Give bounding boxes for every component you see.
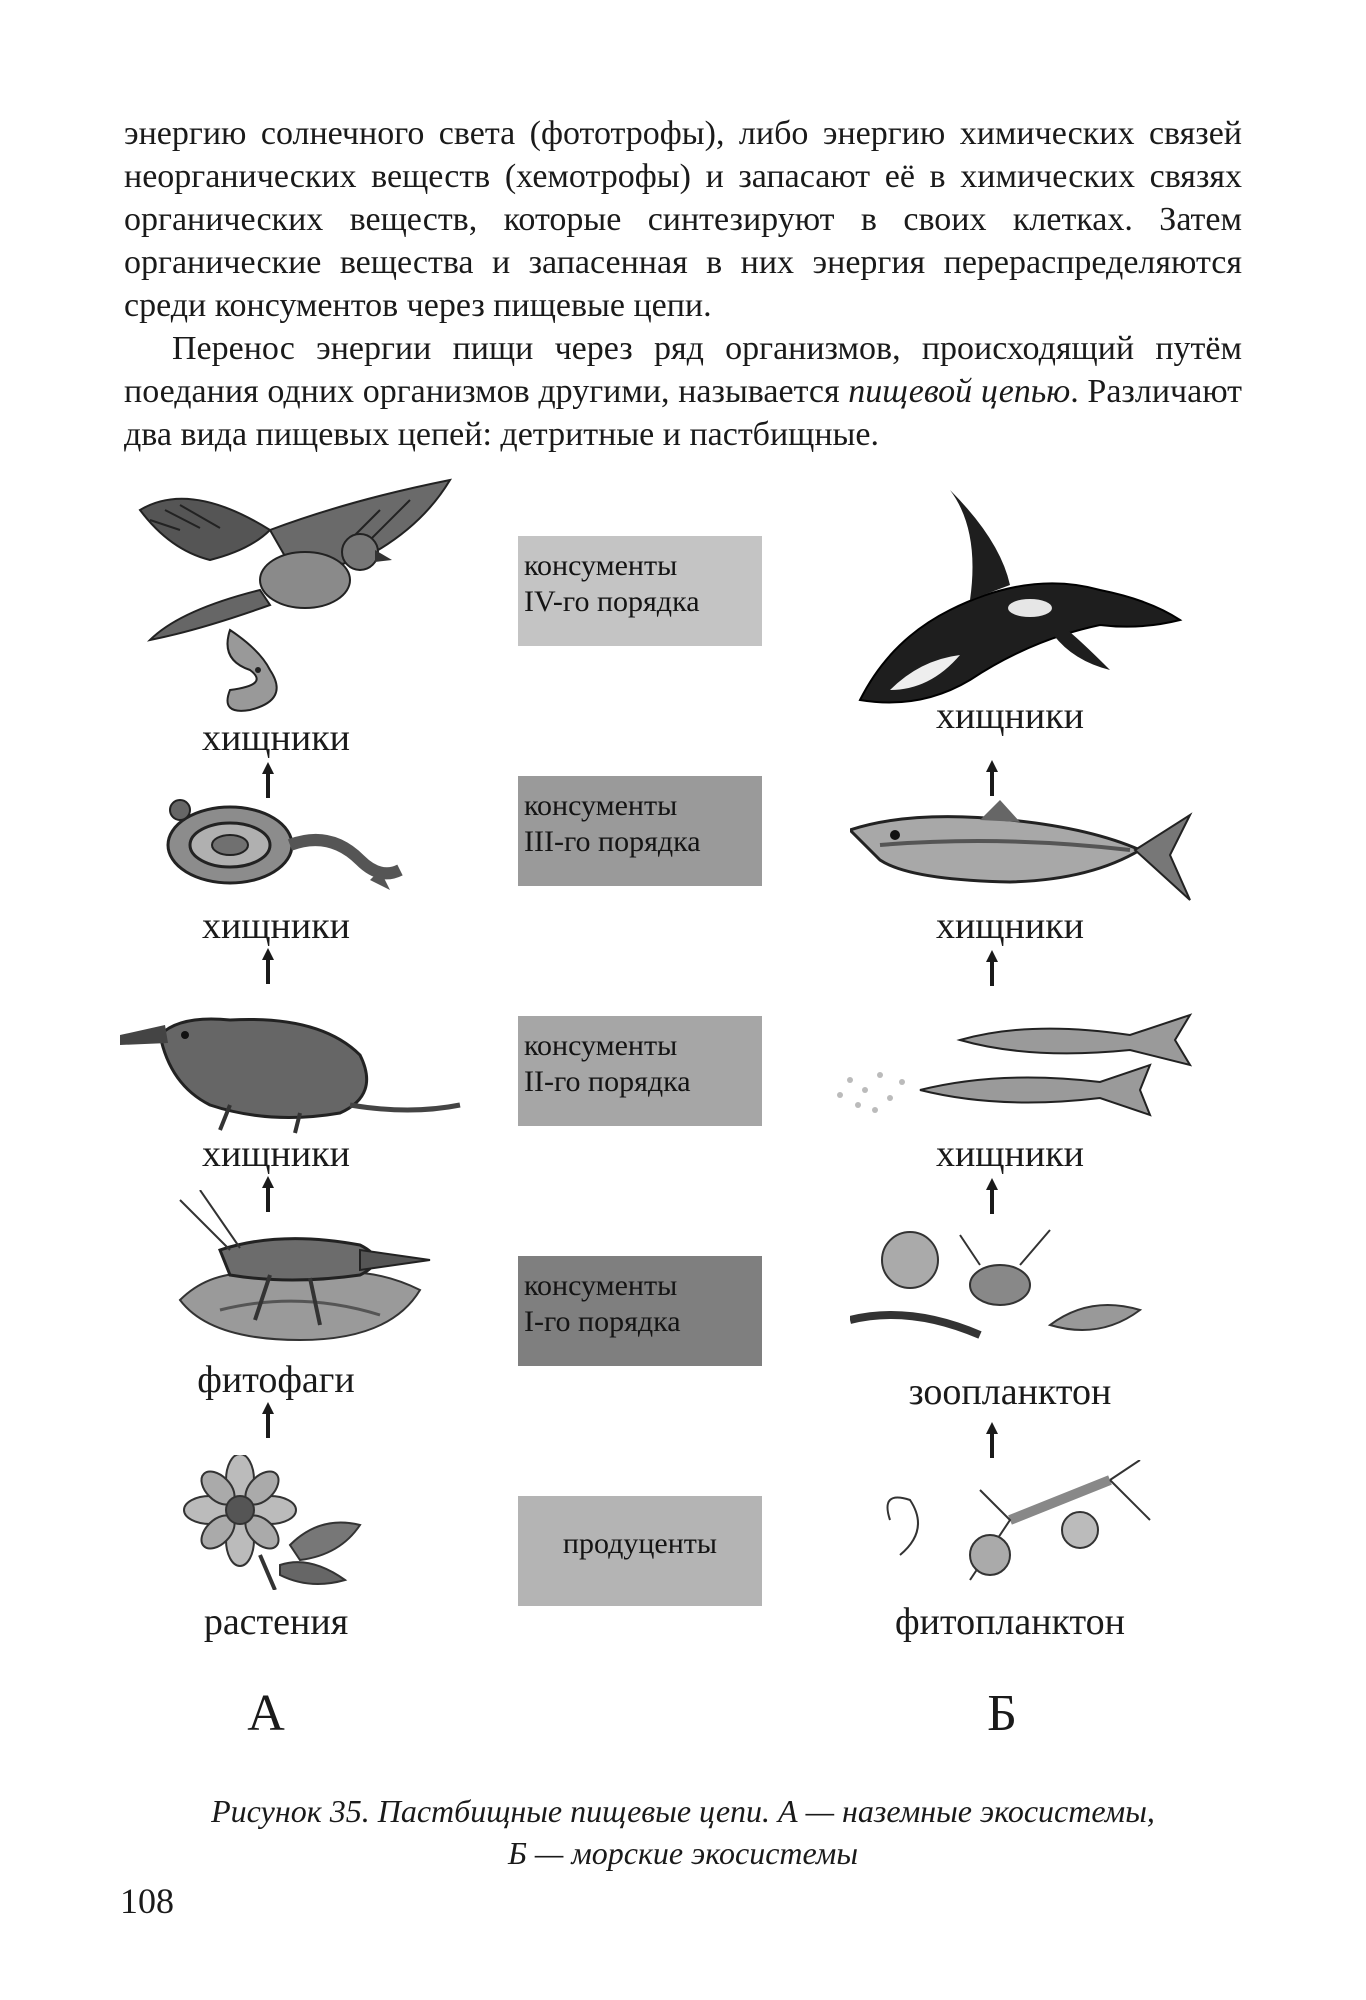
level-box-line: I-го порядка <box>524 1305 681 1338</box>
level-box-line: IV-го порядка <box>524 585 700 618</box>
level-box-consumers-3 <box>518 776 762 886</box>
food-chain-term: пищевой цепью <box>848 373 1071 410</box>
snake-illustration <box>150 790 410 900</box>
arrow-up-icon <box>262 1402 274 1438</box>
tuna-illustration <box>850 800 1195 905</box>
marine-label-3: хищники <box>935 1133 1085 1175</box>
panel-letter-b: Б <box>987 1685 1017 1742</box>
level-box-consumers-2 <box>518 1016 762 1126</box>
arrow-up-icon <box>986 1422 998 1458</box>
arrow-up-icon <box>262 948 274 984</box>
paragraph-1-line: в своих клетках. Затем органические вещества и запасенная в них <box>124 201 1242 281</box>
food-chain-figure <box>0 470 1366 1770</box>
level-box-consumers-1 <box>518 1256 762 1366</box>
page-number: 108 <box>120 1881 174 1921</box>
arrow-up-icon <box>986 950 998 986</box>
flower-illustration <box>170 1455 380 1590</box>
caption-line: Б — морские экосистемы <box>508 1835 858 1871</box>
paragraph-1-line: энергию солнечного света (фототрофы), либо энергию химических <box>124 115 1135 152</box>
paragraph-2-text-end: . Различают два вида пищевых цепей: детритные и пастбищные. <box>124 373 1243 453</box>
level-box-consumers-4 <box>518 536 762 646</box>
zooplankton-illustration <box>850 1225 1170 1355</box>
arrow-up-icon <box>986 1178 998 1214</box>
level-box-line: консументы <box>524 1029 678 1062</box>
level-box-line: консументы <box>524 1269 678 1302</box>
paragraph-1 <box>124 112 1242 327</box>
marine-label-5: фитопланктон <box>895 1601 1125 1643</box>
caption-line: Рисунок 35. Пастбищные пищевые цепи. А — наземные экосистемы, <box>211 1793 1155 1829</box>
terrestrial-label-5: растения <box>203 1601 349 1643</box>
arrow-up-icon <box>986 760 998 796</box>
paragraph-1-line: связей неорганических веществ (хемотрофы) и запасают её в <box>124 115 1243 195</box>
level-box-line: продуценты <box>562 1527 718 1560</box>
terrestrial-label-3: хищники <box>201 1133 351 1175</box>
terrestrial-label-4: фитофаги <box>197 1359 355 1401</box>
marine-label-1: хищники <box>935 695 1085 737</box>
shrew-illustration <box>120 995 470 1135</box>
grasshopper-illustration <box>160 1190 440 1355</box>
level-box-line: III-го порядка <box>524 825 701 858</box>
level-box-producers <box>518 1496 762 1606</box>
body-text <box>124 112 1242 456</box>
orca-illustration <box>850 490 1190 715</box>
panel-letter-a: А <box>247 1685 285 1742</box>
small-fish-illustration <box>830 1010 1200 1125</box>
phytoplankton-illustration <box>860 1460 1160 1600</box>
terrestrial-label-1: хищники <box>201 717 351 759</box>
paragraph-2-text: Перенос энергии пищи через ряд организмов, происходящий путём поедания одних организмов другими, называется <box>124 330 1242 410</box>
marine-label-4: зоопланктон <box>908 1371 1112 1413</box>
paragraph-1-line: энергия перераспределяются среди консументов через пищевые цепи. <box>124 244 1242 324</box>
hawk-illustration <box>120 470 470 720</box>
paragraph-2 <box>124 327 1242 456</box>
paragraph-1-line: химических связях органических веществ, которые синтезируют <box>124 158 1243 238</box>
level-box-line: консументы <box>524 549 678 582</box>
figure-caption <box>0 1790 1366 1874</box>
level-box-line: II-го порядка <box>524 1065 691 1098</box>
marine-label-2: хищники <box>935 905 1085 947</box>
terrestrial-label-2: хищники <box>201 905 351 947</box>
level-box-line: консументы <box>524 789 678 822</box>
